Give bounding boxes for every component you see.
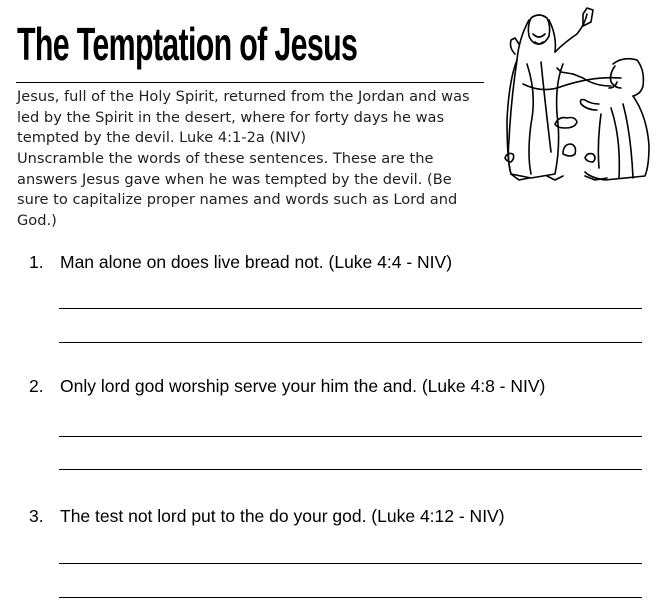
- jesus-and-devil-illustration: [493, 4, 657, 188]
- answer-line[interactable]: [59, 308, 642, 309]
- page-title: The Temptation of Jesus: [17, 18, 358, 70]
- question-text: [29, 251, 452, 273]
- question-text: [29, 505, 505, 527]
- answer-line[interactable]: [59, 597, 642, 598]
- question-number: 2.: [29, 376, 44, 396]
- answer-line[interactable]: [59, 436, 642, 437]
- question-number: 1.: [29, 252, 44, 272]
- answer-line[interactable]: [59, 563, 642, 564]
- intro-scripture: Jesus, full of the Holy Spirit, returned from the Jordan and was led by the Spirit in the desert, where for forty days he was tempted by the devil. Luke 4:1-2a (NIV): [17, 88, 470, 146]
- question-text: [29, 375, 545, 397]
- scrambled-sentence: Man alone on does live bread not. (Luke 4:4 - NIV): [60, 252, 453, 272]
- instructions-text: Unscramble the words of these sentences. These are the answers Jesus gave when he was tempted by the devil. (Be sure to capitalize proper names and words such as Lord and God.): [17, 150, 458, 229]
- scrambled-sentence: Only lord god worship serve your him the and. (Luke 4:8 - NIV): [60, 376, 546, 396]
- answer-line[interactable]: [59, 469, 642, 470]
- title-divider: [16, 82, 484, 83]
- scrambled-sentence: The test not lord put to the do your god. (Luke 4:12 - NIV): [60, 506, 505, 526]
- answer-line[interactable]: [59, 342, 642, 343]
- question-number: 3.: [29, 506, 44, 526]
